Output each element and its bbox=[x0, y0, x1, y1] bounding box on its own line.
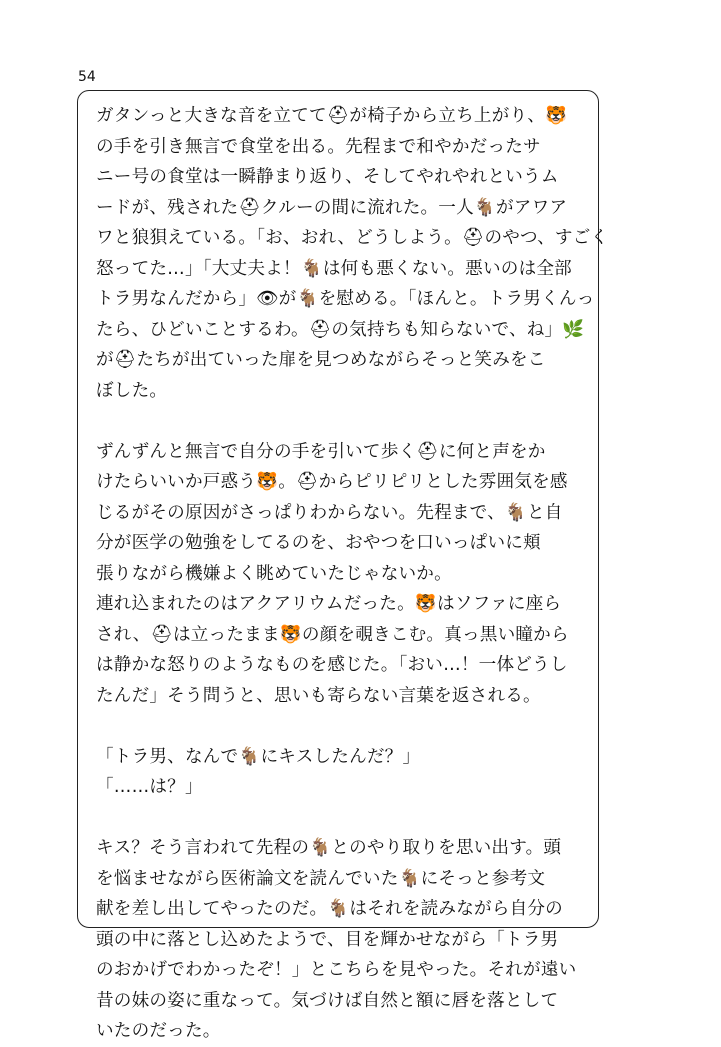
text-line: のおかげでわかったぞ！」とこちらを見やった。それが遠い bbox=[96, 960, 577, 980]
text-line: 「トラ男、なんで🐐にキスしたんだ？」 bbox=[96, 746, 421, 767]
text-line: が⛑たちが出ていった扉を見つめながらそっと笑みをこ bbox=[96, 350, 546, 370]
text-line: 頭の中に落とし込めたようで、目を輝かせながら「トラ男 bbox=[96, 929, 559, 950]
text-line: され、⛑は立ったまま🐯の顔を覗きこむ。真っ黒い瞳から bbox=[96, 624, 569, 645]
blank-line bbox=[96, 803, 591, 834]
text-line: は静かな怒りのようなものを感じた。「おい…！一体どうし bbox=[96, 655, 568, 675]
text-line: いたのだった。 bbox=[96, 1021, 221, 1041]
text-line: じるがその原因がさっぱりわからない。先程まで、🐐と自 bbox=[96, 502, 563, 523]
text-line: の手を引き無言で食堂を出る。先程まで和やかだったサ bbox=[96, 136, 541, 157]
text-line: ずんずんと無言で自分の手を引いて歩く⛑に何と声をか bbox=[96, 441, 546, 462]
text-line: たら、ひどいことするわ。⛑の気持ちも知らないで、ね」🌿 bbox=[96, 319, 585, 340]
text-line: ぼした。 bbox=[96, 380, 168, 401]
text-line: ニー号の食堂は一瞬静まり返り、そしてやれやれというム bbox=[96, 167, 559, 187]
page-number: 54 bbox=[78, 69, 96, 85]
text-line: トラ男なんだから」👁が🐐を慰める。「ほんと。トラ男くんっ bbox=[96, 289, 595, 309]
text-line: たんだ」そう問うと、思いも寄らない言葉を返される。 bbox=[96, 685, 541, 706]
text-line: ードが、残された⛑クルーの間に流れた。一人🐐がアワア bbox=[96, 197, 568, 218]
blank-line bbox=[96, 711, 591, 742]
blank-line bbox=[96, 406, 591, 437]
text-line: 分が医学の勉強をしてるのを、おやつを口いっぱいに頬 bbox=[96, 533, 541, 553]
text-line: 怒ってた…」「大丈夫よ！🐐は何も悪くない。悪いのは全部 bbox=[96, 258, 572, 279]
text-line: 献を差し出してやったのだ。🐐はそれを読みながら自分の bbox=[96, 899, 563, 919]
text-line: キス？そう言われて先程の🐐とのやり取りを思い出す。頭 bbox=[96, 838, 562, 858]
story-text bbox=[96, 101, 609, 1047]
text-line: 連れ込まれたのはアクアリウムだった。🐯はソファに座ら bbox=[96, 594, 562, 614]
text-line: 張りながら機嫌よく眺めていたじゃないか。 bbox=[96, 563, 452, 584]
text-line: を悩ませながら医術論文を読んでいた🐐にそっと参考文 bbox=[96, 868, 546, 889]
text-line: ガタンっと大きな音を立てて⛑が椅子から立ち上がり、🐯 bbox=[96, 106, 568, 126]
text-line: けたらいいか戸惑う🐯。⛑からピリピリとした雰囲気を感 bbox=[96, 472, 568, 492]
text-line: 昔の妹の姿に重なって。気づけば自然と額に唇を落として bbox=[96, 990, 559, 1011]
text-line: ワと狼狽えている。「お、おれ、どうしよう。⛑のやつ、すごく bbox=[96, 228, 609, 248]
text-line: 「……は？」 bbox=[96, 777, 203, 797]
